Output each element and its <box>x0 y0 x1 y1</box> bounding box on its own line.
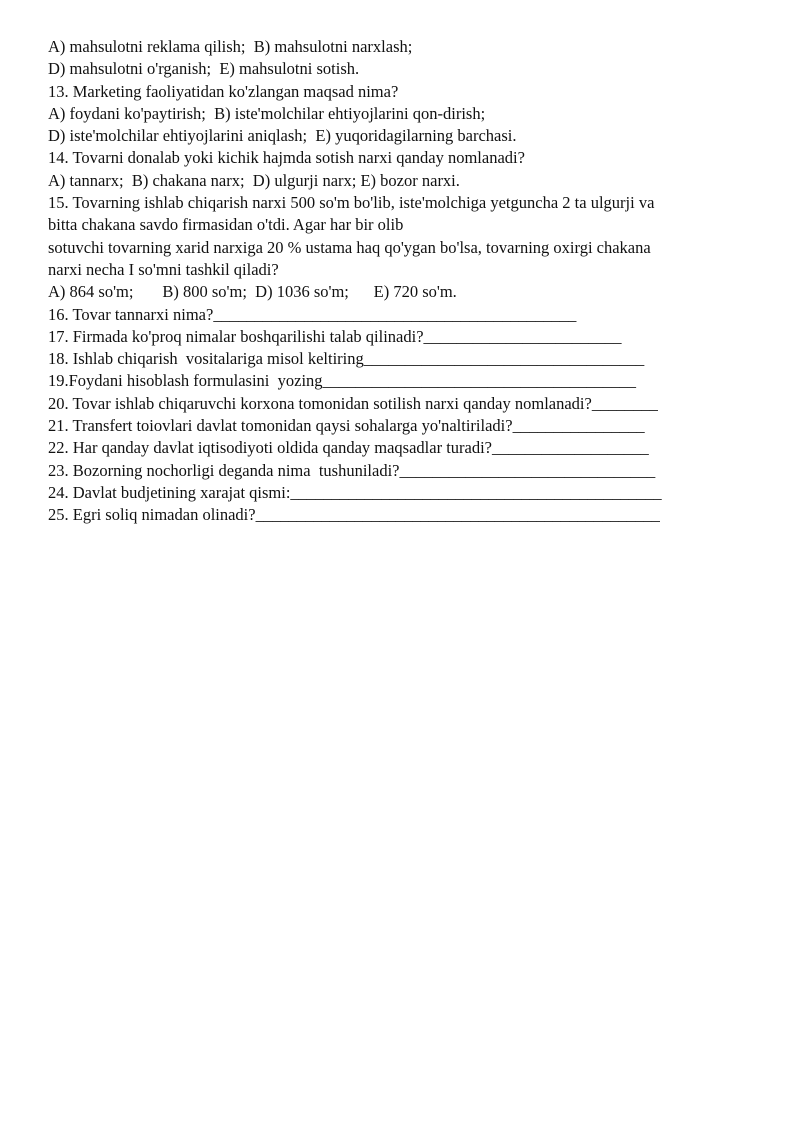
question-15-line: bitta chakana savdo firmasidan o'tdi. Agar har bir olib <box>48 215 404 235</box>
answer-options-line: A) mahsulotni reklama qilish; B) mahsulotni narxlash; <box>48 37 413 56</box>
question-15-line: narxi necha I so'mni tashkil qiladi? <box>48 259 279 279</box>
answer-options-line: D) mahsulotni o'rganish; E) mahsulotni sotish. <box>48 59 360 79</box>
question-15-line: sotuvchi tovarning xarid narxiga 20 % ustama haq qo'ygan bo'lsa, tovarning oxirgi chakana <box>48 237 651 257</box>
question-25: 25. Egri soliq nimadan olinadi?_________________________________________________ <box>48 505 660 525</box>
question-15-line: 15. Tovarning ishlab chiqarish narxi 500 so'm bo'lib, iste'molchiga yetguncha 2 ta ulgurji va <box>48 193 655 213</box>
question-23: 23. Bozorning nochorligi deganda nima tushuniladi?_______________________________ <box>48 460 656 480</box>
question-21: 21. Transfert toiovlari davlat tomonidan qaysi sohalarga yo'naltiriladi?________________ <box>48 416 645 436</box>
answer-options-line: A) 864 so'm; B) 800 so'm; D) 1036 so'm; E) 720 so'm. <box>48 282 457 302</box>
answer-options-line: A) foydani ko'paytirish; B) iste'molchilar ehtiyojlarini qon-dirish; <box>48 103 486 123</box>
document-page <box>48 36 754 527</box>
question-17: 17. Firmada ko'proq nimalar boshqarilishi talab qilinadi?________________________ <box>48 326 622 346</box>
question-24: 24. Davlat budjetining xarajat qismi:_____________________________________________ <box>48 482 662 502</box>
answer-options-line: D) iste'molchilar ehtiyojlarini aniqlash; E) yuqoridagilarning barchasi. <box>48 126 517 146</box>
question-18: 18. Ishlab chiqarish vositalariga misol keltiring__________________________________ <box>48 349 645 369</box>
question-19: 19.Foydani hisoblash formulasini yozing______________________________________ <box>48 371 637 391</box>
question-14: 14. Tovarni donalab yoki kichik hajmda sotish narxi qanday nomlanadi? <box>48 148 525 168</box>
question-22: 22. Har qanday davlat iqtisodiyoti oldida qanday maqsadlar turadi?___________________ <box>48 438 649 458</box>
question-13: 13. Marketing faoliyatidan ko'zlangan maqsad nima? <box>48 81 399 101</box>
question-16: 16. Tovar tannarxi nima?____________________________________________ <box>48 304 577 324</box>
question-20: 20. Tovar ishlab chiqaruvchi korxona tomonidan sotilish narxi qanday nomlanadi?________ <box>48 393 658 413</box>
answer-options-line: A) tannarx; B) chakana narx; D) ulgurji narx; E) bozor narxi. <box>48 170 460 190</box>
